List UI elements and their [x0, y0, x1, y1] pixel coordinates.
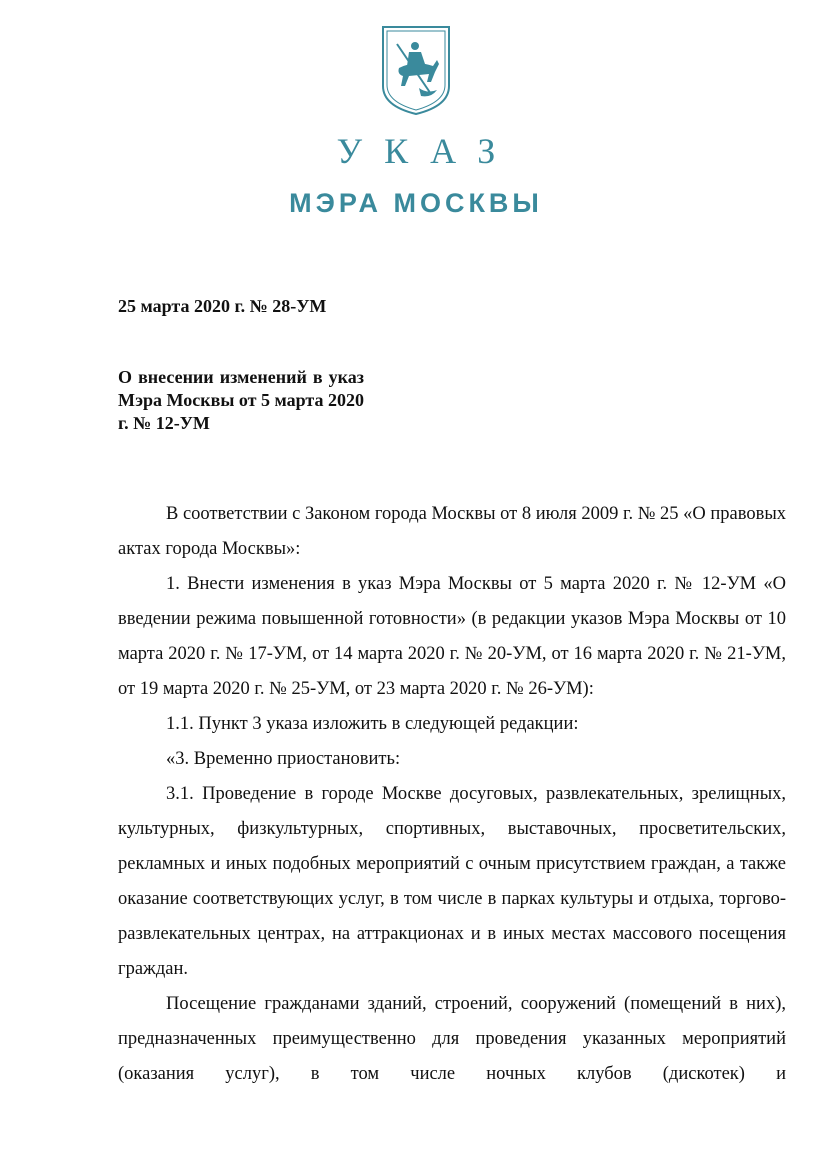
- moscow-coat-of-arms-icon: [379, 24, 453, 116]
- issuer-title: МЭРА МОСКВЫ: [289, 188, 543, 218]
- paragraph-item-3-1: 3.1. Проведение в городе Москве досуговых, развлекательных, зрелищных, культурных, физкультурных, спортивных, выставочных, просветительских, рекламных и иных подобных мероприятий с очным присутствием граждан, а также оказание соответствующих услуг, в том числе в парках культуры и отдыха, торгово-развлекательных центрах, на аттракционах и в иных местах массового посещения граждан.: [118, 784, 786, 979]
- paragraph-visits: Посещение гражданами зданий, строений, сооружений (помещений в них), предназначенных преимущественно для проведения указанных мероприятий (оказания услуг), в том числе ночных клубов (дискотек) и: [118, 994, 786, 1084]
- paragraph-item-3: «3. Временно приостановить:: [166, 749, 401, 769]
- document-type-title: УКАЗ: [336, 131, 518, 171]
- document-subject: О внесении изменений в указ Мэра Москвы от 5 марта 2020 г. № 12-УМ: [118, 367, 364, 433]
- paragraph-item-1: 1. Внести изменения в указ Мэра Москвы от 5 марта 2020 г. № 12-УМ «О введении режима повышенной готовности» (в редакции указов Мэра Москвы от 10 марта 2020 г. № 17-УМ, от 14 марта 2020 г. № 20-УМ, от 16 марта 2020 г. № 21-УМ, от 19 марта 2020 г. № 25-УМ, от 23 марта 2020 г. № 26-УМ):: [118, 574, 786, 699]
- paragraph-item-1-1: 1.1. Пункт 3 указа изложить в следующей редакции:: [166, 714, 579, 734]
- date-and-number: 25 марта 2020 г. № 28-УМ: [118, 296, 327, 316]
- document-body: [118, 497, 786, 1092]
- paragraph-preamble: В соответствии с Законом города Москвы от 8 июля 2009 г. № 25 «О правовых актах города Москвы»:: [118, 504, 787, 559]
